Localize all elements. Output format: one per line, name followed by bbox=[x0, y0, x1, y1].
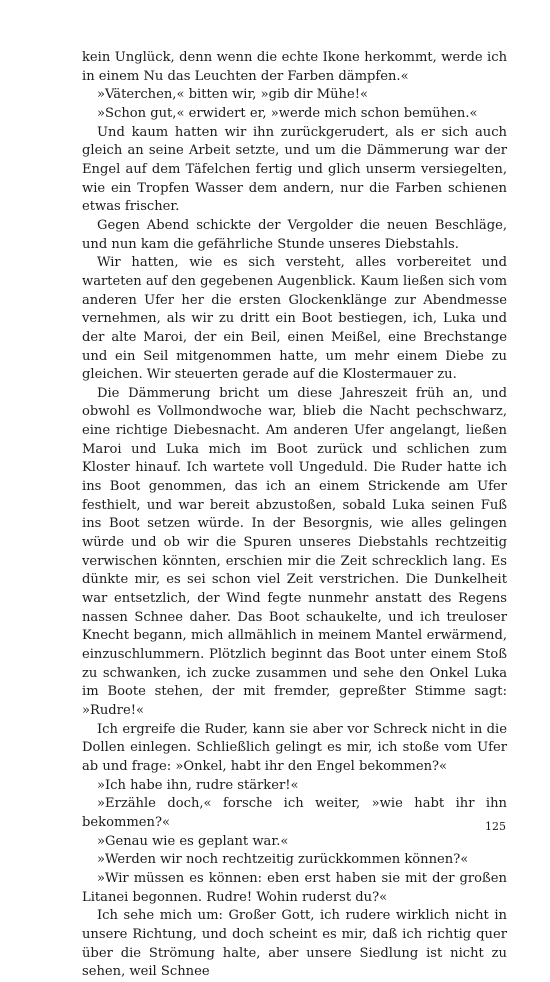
paragraph: Ich sehe mich um: Großer Gott, ich rudere wirklich nicht in unsere Richtung, und doch scheint es mir, daß ich richtig quer über die Strömung halte, aber unsere Siedlung ist nicht zu sehen, weil Schnee bbox=[82, 908, 507, 980]
paragraph: Wir hatten, wie es sich versteht, alles vorbereitet und warteten auf den gegebenen Augenblick. Kaum ließen sich vom anderen Ufer her die ersten Glockenklänge zur Abendmesse vernehmen, als wir zu dritt ein Boot bestiegen, ich, Luka und der alte Maroi, der ein Beil, einen Meißel, eine Brechstange und ein Seil mitgenommen hatte, um mehr einem Diebe zu gleichen. Wir steuerten gerade auf die Klostermauer zu. bbox=[82, 255, 507, 383]
paragraph: »Schon gut,« erwidert er, »werde mich schon bemühen.« bbox=[97, 105, 478, 121]
paragraph: »Wir müssen es können: eben erst haben sie mit der großen Litanei begonnen. Rudre! Wohin ruderst du?« bbox=[82, 870, 507, 905]
paragraph: »Ich habe ihn, rudre stärker!« bbox=[97, 777, 299, 793]
paragraph: Die Dämmerung bricht um diese Jahreszeit früh an, und obwohl es Vollmondwoche war, blieb die Nacht pechschwarz, eine richtige Diebesnacht. Am anderen Ufer angelangt, ließen Maroi und Luka mich im Boot zurück und schlichen zum Kloster hinauf. Ich wartete voll Ungeduld. Die Ruder hatte ich ins Boot genommen, das ich an einem Strickende am Ufer festhielt, und war bereit abzustoßen, sobald Luka seinen Fuß ins Boot setzen würde. In der Besorgnis, wie alles gelingen würde und ob wir die Spuren unseres Diebstahls rechtzeitig verwischen könnten, erschien mir die Zeit schrecklich lang. Es dünkte mir, es sei schon viel Zeit verstrichen. Die Dunkelheit war entsetzlich, der Wind fegte nunmehr anstatt des Regens nassen Schnee daher. Das Boot schaukelte, und ich treuloser Knecht begann, mich allmählich in meinem Mantel erwärmend, einzuschlummern. Plötzlich beginnt das Boot unter einem Stoß zu schwanken, ich zucke zusammen und sehe den Onkel Luka im Boote stehen, der mit fremder, gepreßter Stimme sagt: »Rudre!« bbox=[82, 385, 507, 718]
page-number: 125 bbox=[485, 820, 506, 833]
paragraph: Gegen Abend schickte der Vergolder die neuen Beschläge, und nun kam die gefährliche Stunde unseres Diebstahls. bbox=[82, 217, 507, 252]
paragraph-continuation: kein Unglück, denn wenn die echte Ikone herkommt, werde ich in einem Nu das Leuchten der Farben dämpfen.« bbox=[82, 50, 507, 84]
body-text bbox=[82, 49, 507, 982]
paragraph: »Werden wir noch rechtzeitig zurückkommen können?« bbox=[97, 852, 469, 868]
paragraph: »Erzähle doch,« forsche ich weiter, »wie habt ihr ihn bekommen?« bbox=[82, 796, 507, 830]
paragraph: »Genau wie es geplant war.« bbox=[97, 833, 289, 849]
paragraph: Ich ergreife die Ruder, kann sie aber vor Schreck nicht in die Dollen einlegen. Schließlich gelingt es mir, ich stoße vom Ufer ab und frage: »Onkel, habt ihr den Engel bekommen?« bbox=[82, 721, 507, 774]
paragraph: »Väterchen,« bitten wir, »gib dir Mühe!« bbox=[97, 87, 369, 103]
paragraph: Und kaum hatten wir ihn zurückgerudert, als er sich auch gleich an seine Arbeit setzte, und um die Dämmerung war der Engel auf dem Täfelchen fertig und glich unserm versiegelten, wie ein Tropfen Wasser dem andern, nur die Farben schienen etwas frischer. bbox=[82, 124, 507, 215]
